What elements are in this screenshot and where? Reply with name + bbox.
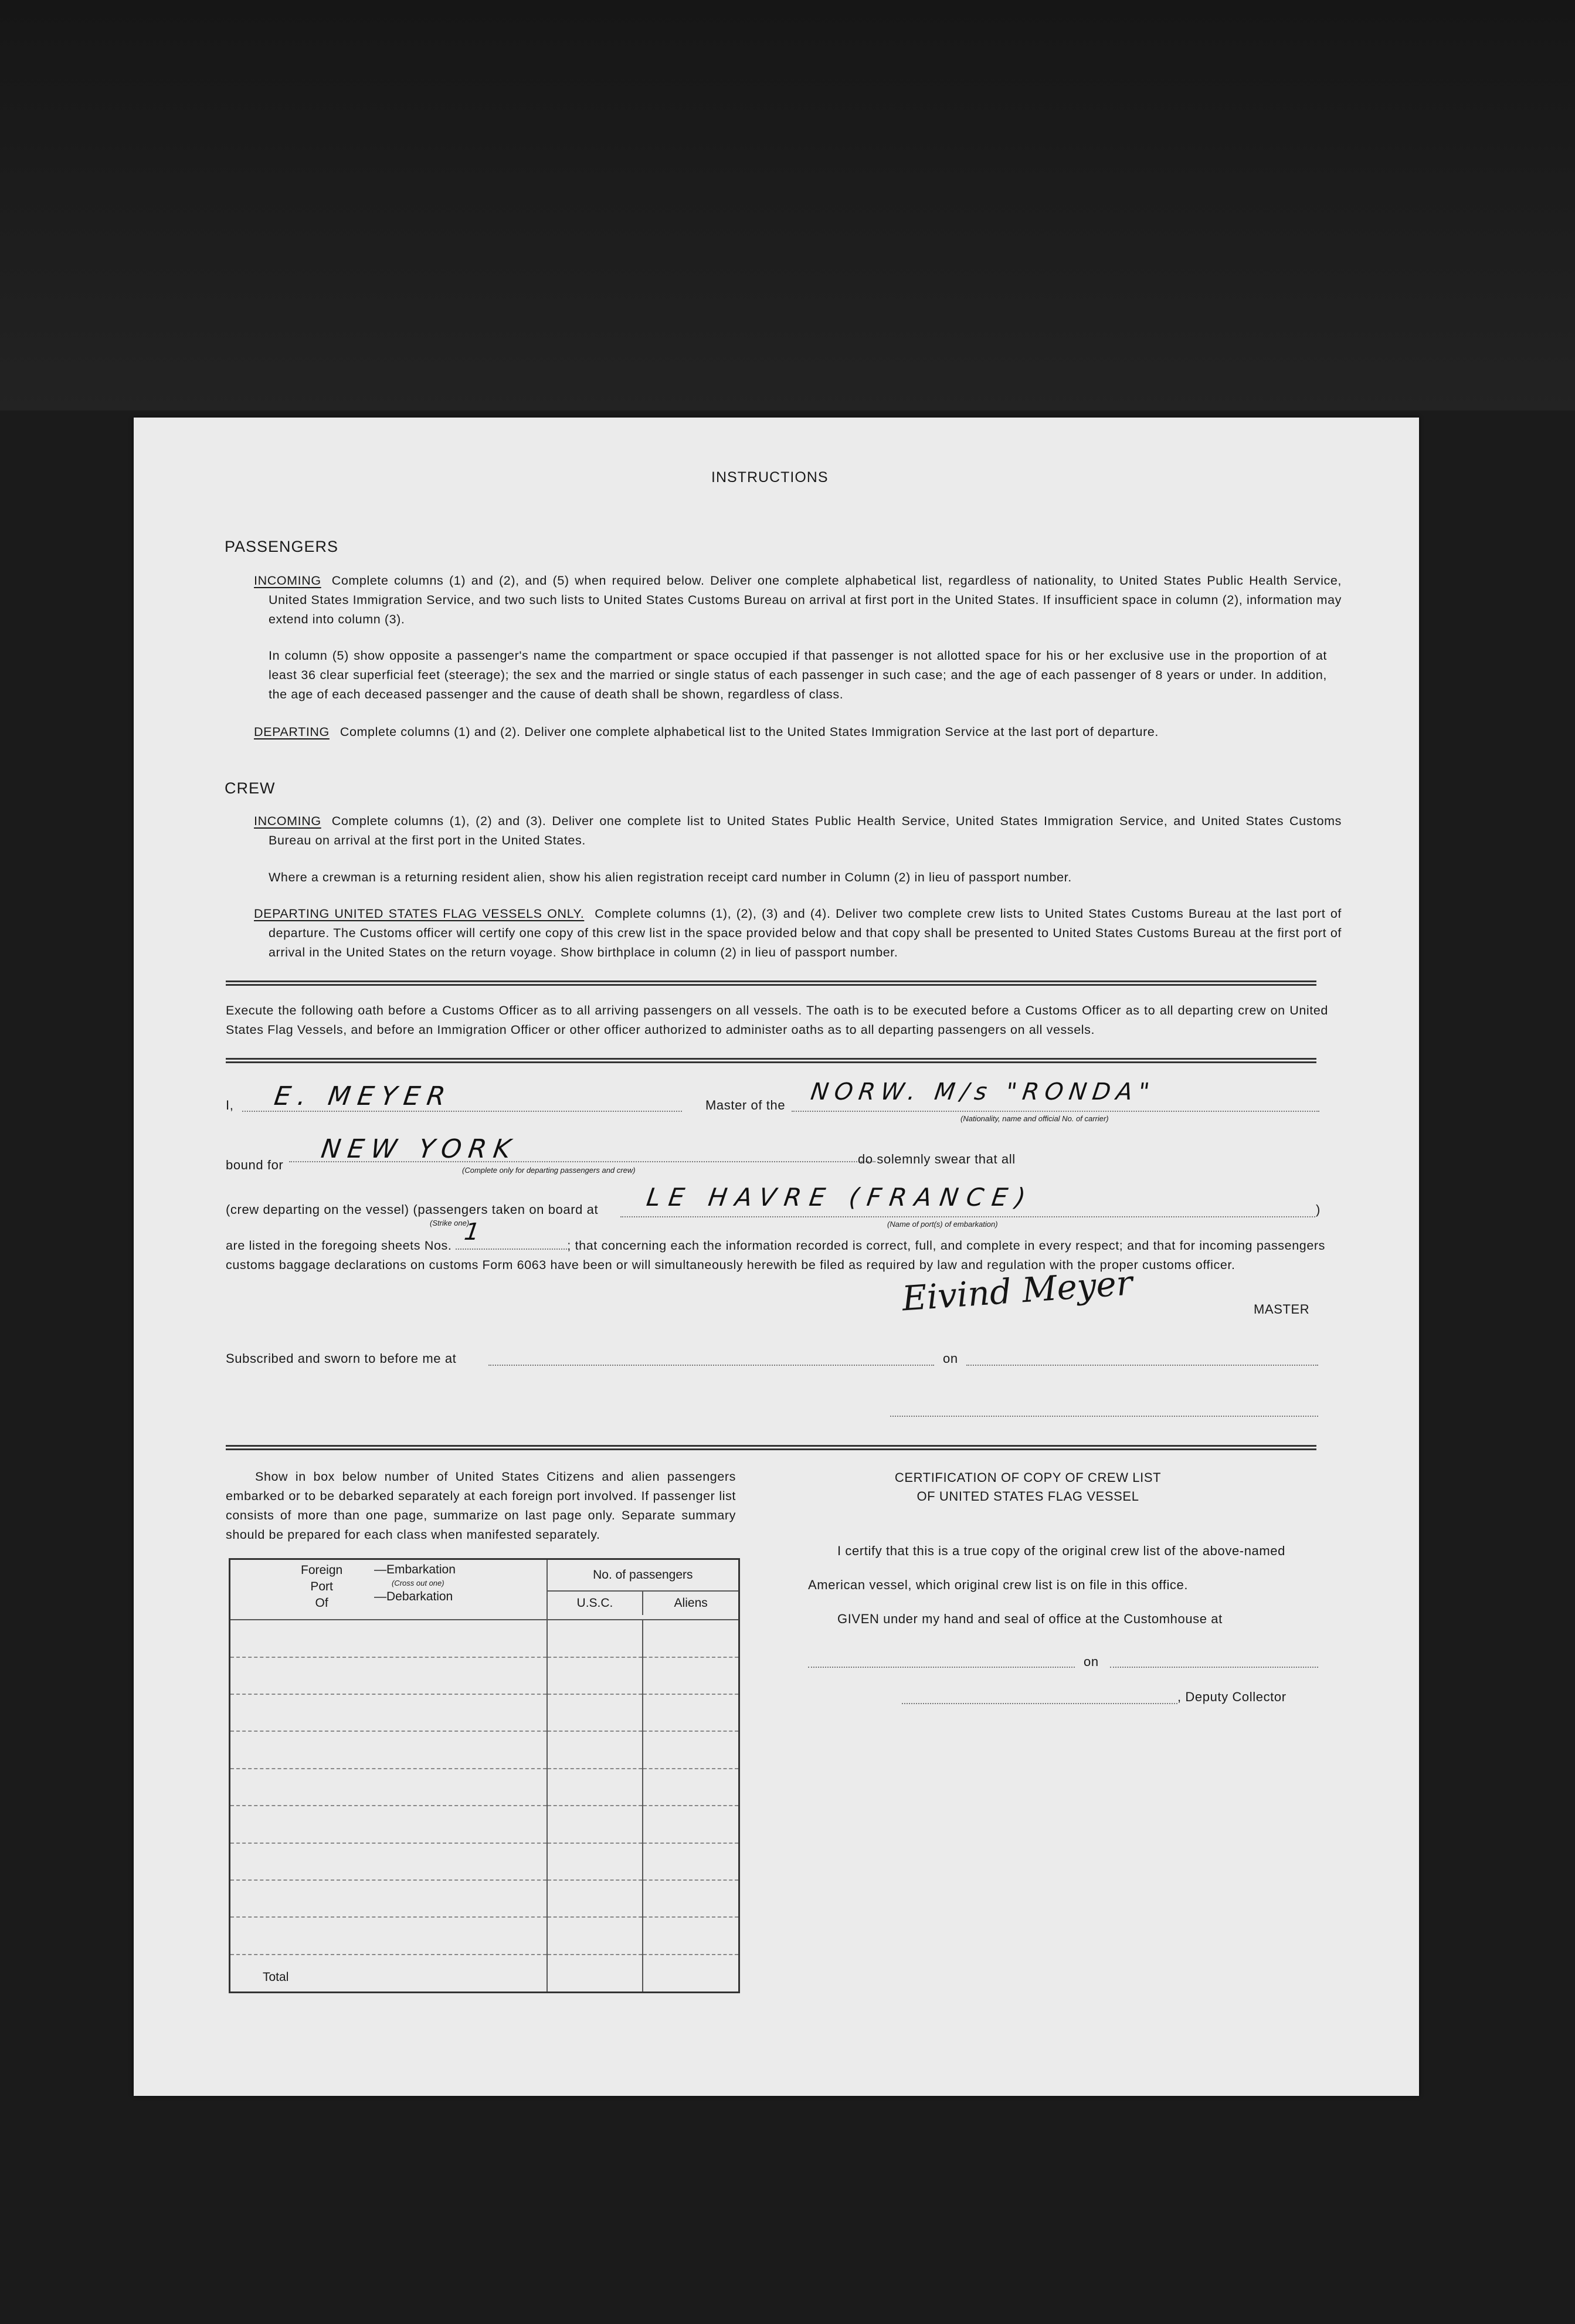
debarkation-option: —Debarkation — [374, 1590, 453, 1603]
divider — [226, 1445, 1316, 1450]
port-cell[interactable] — [230, 1620, 547, 1657]
total-label: Total — [230, 1955, 547, 1993]
table-row — [230, 1917, 739, 1954]
resident-alien-paragraph: Where a crewman is a returning resident alien, show his alien registration receipt card number in Column (2) in lieu of passport number. — [269, 870, 1072, 884]
i-label: I, — [226, 1098, 234, 1112]
table-row — [230, 1694, 739, 1731]
port-cell[interactable] — [230, 1657, 547, 1694]
table-row — [230, 1880, 739, 1917]
bound-for-port: NEW YORK — [319, 1134, 520, 1164]
no-passengers-label: No. of passengers — [548, 1560, 738, 1592]
embark-debark-options — [374, 1562, 456, 1604]
deputy-collector-field — [902, 1703, 1177, 1704]
crew-incoming-paragraph — [254, 812, 1342, 850]
declaration-text: ; that concerning each the information recorded is correct, full, and complete in every respect; and that for incoming passengers customs baggage declarations on customs Form 6063 have been or will simultaneously herewith be filed as required by law and regulation with the proper customs officer. — [226, 1239, 1325, 1272]
table-row — [230, 1843, 739, 1880]
table-row — [230, 1731, 739, 1768]
usc-cell[interactable] — [547, 1657, 643, 1694]
aliens-header: Aliens — [674, 1596, 708, 1610]
usc-cell[interactable] — [547, 1769, 643, 1806]
table-row — [230, 1806, 739, 1843]
page-title: INSTRUCTIONS — [711, 469, 829, 486]
port-word: Port — [310, 1580, 333, 1593]
port-cell[interactable] — [230, 1806, 547, 1843]
close-paren: ) — [1316, 1202, 1321, 1217]
summary-instructions: Show in box below number of United States Citizens and alien passengers embarked or to be debarked separately at each foreign port involved. If passenger list consists of more than one page, summarize on last page only. Separate summary should be prepared for each class when manifested separately. — [226, 1470, 736, 1542]
crew-departing-text: Complete columns (1), (2), (3) and (4). Deliver two complete crew lists to United States Customs Bureau at the last port of departure. The Customs officer will certify one copy of this crew list in the space provided below and that copy shall be presented to United States Customs Bureau at the first port of arrival in the United States on the return voyage. Show birthplace in column (2) in lieu of passport number. — [269, 907, 1342, 959]
certification-title — [875, 1468, 1180, 1506]
port-cell[interactable] — [230, 1843, 547, 1880]
passengers-incoming-text: Complete columns (1) and (2), and (5) when required below. Deliver one complete alphabetical list, regardless of nationality, to United States Public Health Service, United States Immigration Service, and two such lists to United States Customs Bureau on arrival at first port in the United States. If insufficient space in column (2), information may extend into column (3). — [269, 574, 1342, 626]
passengers-departing-text: Complete columns (1) and (2). Deliver one complete alphabetical list to the United States Immigration Service at the last port of departure. — [340, 725, 1159, 739]
column5-paragraph: In column (5) show opposite a passenger's name the compartment or space occupied if that passenger is not allotted space for his or her exclusive use in the proportion of at least 36 clear superficial feet (steerage); the sex and the married or single status of each passenger in such case; and the age of each passenger of 8 years or under. In addition, the age of each deceased passenger and the cause of death shall be shown, regardless of class. — [269, 649, 1327, 701]
crew-heading: CREW — [225, 779, 276, 797]
embarkation-port-field — [620, 1216, 1315, 1217]
aliens-cell[interactable] — [643, 1694, 739, 1731]
port-cell[interactable] — [230, 1917, 547, 1954]
table-row — [230, 1620, 739, 1657]
crew-departing-paragraph — [254, 904, 1342, 962]
master-of-label: Master of the — [705, 1098, 786, 1112]
of-word: Of — [315, 1596, 328, 1610]
table-row — [230, 1769, 739, 1806]
no-passengers-header — [547, 1559, 739, 1620]
certification-title-line1: CERTIFICATION OF COPY OF CREW LIST — [894, 1470, 1162, 1485]
passengers-departing-paragraph — [254, 722, 1327, 742]
aliens-cell[interactable] — [643, 1917, 739, 1954]
total-row — [230, 1955, 739, 1993]
sworn-location-field — [488, 1365, 934, 1366]
embarkation-option: —Embarkation — [374, 1563, 456, 1576]
passengers-heading: PASSENGERS — [225, 538, 339, 555]
port-cell[interactable] — [230, 1694, 547, 1731]
foreign-port-of-label — [301, 1562, 342, 1611]
sheets-field — [456, 1219, 567, 1250]
master-label: MASTER — [1254, 1302, 1310, 1317]
cert-on-label: on — [1084, 1654, 1099, 1669]
vessel-caption: (Nationality, name and official No. of carrier) — [960, 1114, 1109, 1123]
aliens-cell[interactable] — [643, 1843, 739, 1880]
crew-passengers-label: (crew departing on the vessel) (passengers taken on board at — [226, 1202, 599, 1217]
master-name: E. MEYER — [272, 1081, 454, 1111]
deputy-collector-label: , Deputy Collector — [1177, 1689, 1287, 1704]
aliens-total-cell[interactable] — [643, 1955, 739, 1993]
port-caption: (Name of port(s) of embarkation) — [887, 1220, 998, 1229]
divider — [226, 981, 1316, 986]
cert-line3: GIVEN under my hand and seal of office at the Customhouse at — [837, 1611, 1223, 1626]
sheets-value: 1 — [463, 1219, 488, 1246]
officer-field — [890, 1416, 1318, 1417]
sworn-date-field — [966, 1365, 1318, 1366]
aliens-cell[interactable] — [643, 1731, 739, 1768]
master-signature: Eivind Meyer — [901, 1263, 1134, 1319]
cert-line2: American vessel, which original crew list is on file in this office. — [808, 1577, 1189, 1592]
vessel-field — [792, 1111, 1319, 1112]
divider — [226, 1058, 1316, 1063]
usc-cell[interactable] — [547, 1917, 643, 1954]
scan-background — [0, 0, 1575, 410]
usc-cell[interactable] — [547, 1806, 643, 1843]
aliens-cell[interactable] — [643, 1620, 739, 1657]
sheets-label: are listed in the foregoing sheets Nos. — [226, 1239, 452, 1253]
passengers-incoming-paragraph — [254, 571, 1342, 629]
passenger-summary-table — [229, 1558, 740, 1993]
aliens-cell[interactable] — [643, 1769, 739, 1806]
passengers-incoming-label: INCOMING — [254, 574, 321, 588]
cert-line1: I certify that this is a true copy of the original crew list of the above-named — [837, 1543, 1285, 1558]
port-cell[interactable] — [230, 1880, 547, 1917]
usc-cell[interactable] — [547, 1694, 643, 1731]
usc-cell[interactable] — [547, 1620, 643, 1657]
usc-header: U.S.C. — [548, 1592, 644, 1615]
port-cell[interactable] — [230, 1731, 547, 1768]
foreign-port-header — [230, 1559, 547, 1620]
cross-out-caption: (Cross out one) — [392, 1579, 444, 1587]
cert-date-field — [1110, 1667, 1318, 1668]
vessel-name: NORW. M/s "RONDA" — [809, 1078, 1157, 1105]
port-cell[interactable] — [230, 1769, 547, 1806]
strike-caption: (Strike one) — [430, 1219, 470, 1227]
foreign-word: Foreign — [301, 1563, 343, 1577]
form-page — [134, 418, 1419, 2096]
passengers-departing-label: DEPARTING — [254, 725, 330, 739]
bound-caption: (Complete only for departing passengers and crew) — [462, 1166, 636, 1175]
crew-incoming-text: Complete columns (1), (2) and (3). Deliver one complete list to United States Public Health Service, United States Immigration Service, and United States Customs Bureau on arrival at the first port in the United States. — [269, 814, 1342, 847]
embarkation-port: LE HAVRE (FRANCE) — [644, 1183, 1036, 1212]
usc-cell[interactable] — [547, 1731, 643, 1768]
swear-label: do solemnly swear that all — [858, 1152, 1016, 1166]
oath-instructions: Execute the following oath before a Customs Officer as to all arriving passengers on all vessels. The oath is to be executed before a Customs Officer as to all departing crew on United States Flag Vessels, and before an Immigration Officer or other officer authorized to administer oaths as to all departing passengers on all vessels. — [226, 1003, 1328, 1037]
certification-title-line2: OF UNITED STATES FLAG VESSEL — [917, 1489, 1139, 1504]
crew-departing-label: DEPARTING UNITED STATES FLAG VESSELS ONLY. — [254, 907, 585, 921]
sworn-on-label: on — [943, 1351, 958, 1366]
bound-for-label: bound for — [226, 1158, 284, 1172]
crew-incoming-label: INCOMING — [254, 814, 321, 828]
table-row — [230, 1657, 739, 1694]
subscribed-label: Subscribed and sworn to before me at — [226, 1351, 457, 1366]
usc-cell[interactable] — [547, 1880, 643, 1917]
customhouse-field — [808, 1667, 1075, 1668]
aliens-cell[interactable] — [643, 1806, 739, 1843]
aliens-cell[interactable] — [643, 1657, 739, 1694]
usc-total-cell[interactable] — [547, 1955, 643, 1993]
aliens-cell[interactable] — [643, 1880, 739, 1917]
usc-cell[interactable] — [547, 1843, 643, 1880]
